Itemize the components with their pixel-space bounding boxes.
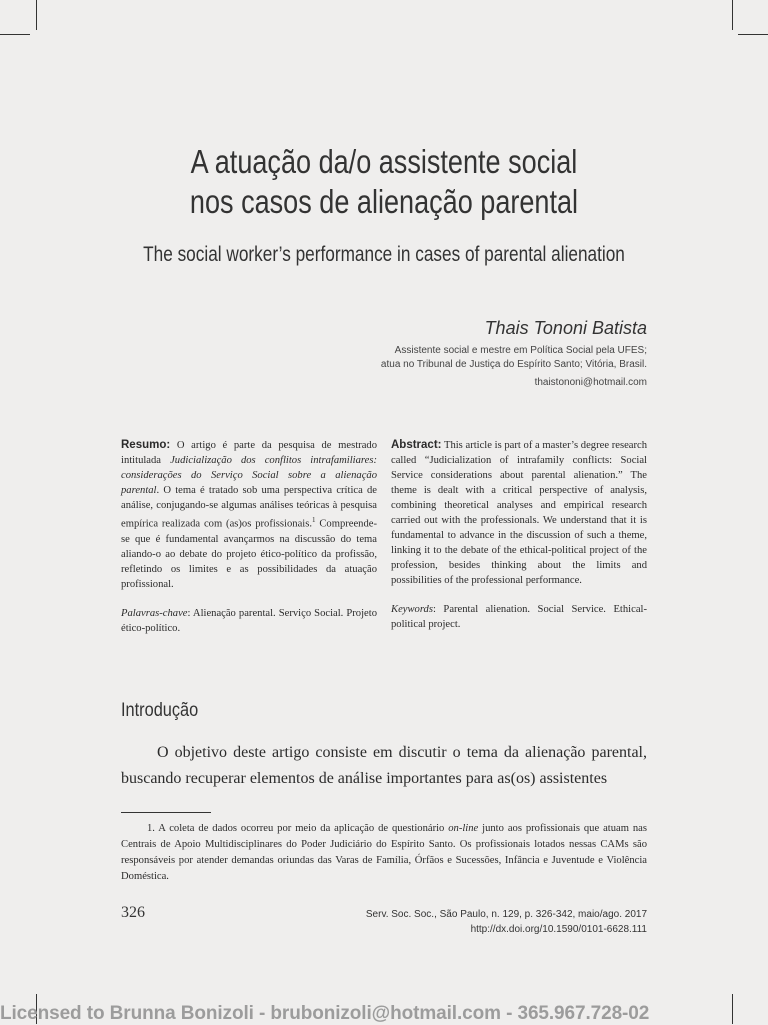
journal-doi: http://dx.doi.org/10.1590/0101-6628.111: [470, 924, 647, 935]
keywords-label: Palavras-chave: [121, 607, 188, 619]
footnote-italic: on-line: [448, 823, 479, 834]
keywords-label: Keywords: [391, 604, 433, 615]
author-email: thaistononi@hotmail.com: [534, 377, 647, 388]
title-line-2: nos casos de alienação parental: [189, 183, 579, 220]
footnote-divider: [121, 812, 211, 813]
resumo-column: [121, 438, 377, 636]
abstract-keywords: [391, 602, 647, 632]
article-subtitle: The social worker’s performance in cases of parental alienation: [143, 243, 625, 266]
footnote: [121, 821, 647, 885]
crop-mark: [0, 34, 30, 35]
resumo-heading: Resumo:: [121, 439, 171, 451]
resumo-text: . O tema é tratado sob uma perspectiva crítica de análise, conjugando-se algumas análises teóricas à pesquisa empírica realizada com (as)os profissionais.: [121, 485, 377, 530]
author-affiliation-1: Assistente social e mestre em Política Social pela UFES;: [394, 345, 647, 356]
page-number: 326: [121, 904, 145, 921]
resumo-paragraph: [121, 438, 377, 592]
body-paragraph: O objetivo deste artigo consiste em discutir o tema da alienação parental, buscando recuperar elementos de análise importantes para as(os) assistentes: [121, 744, 647, 787]
keywords-list: : Alienação parental. Serviço Social. Projeto ético-político.: [121, 607, 377, 634]
footnote-ref: 1: [312, 516, 316, 524]
article-title: [69, 142, 699, 222]
journal-citation: Serv. Soc. Soc., São Paulo, n. 129, p. 326-342, maio/ago. 2017: [365, 909, 647, 920]
crop-mark: [738, 34, 768, 35]
abstract-column: [391, 438, 647, 632]
author-affiliation-2: atua no Tribunal de Justiça do Espírito Santo; Vitória, Brasil.: [380, 359, 647, 370]
footnote-text: junto aos profissionais que atuam nas Centrais de Apoio Multidisciplinares do Poder Judiciário do Espírito Santo. Os profissionais lotados nessas CAMs são responsáveis por atender demandas oriundas das Varas de Família, Órfãos e Sucessões, Infância e Juventude e Violência Doméstica.: [121, 823, 647, 882]
resumo-text: Compreende-se que é fundamental avançarmos na discussão do tema aliando-o ao debate do projeto ético-político da profissão, refletindo os limites e as possibilidades da atuação profissional.: [121, 518, 378, 590]
crop-mark: [36, 0, 37, 30]
title-line-1: A atuação da/o assistente social: [190, 143, 578, 180]
author-name: Thais Tononi Batista: [484, 318, 647, 338]
section-heading: Introdução: [121, 700, 199, 721]
crop-mark: [732, 0, 733, 30]
resumo-italic-title: Judicialização dos conflitos intrafamiliares: considerações do Serviço Social sobre a alienação parental: [121, 455, 377, 496]
abstract-text: This article is part of a master’s degree research called “Judicialization of intrafamily conflicts: Social Service considerations about parental alienation.” The theme is dealt with a critical perspective of analysis, combining theoretical analyses and empirical research carried out with the professionals. We understand that it is fundamental to advance in the discussion of such a theme, linking it to the debate of the ethical-political project of the profession, besides thinking about the limits and possibilities of the professional performance.: [391, 440, 647, 586]
resumo-keywords: [121, 606, 377, 636]
keywords-list: : Parental alienation. Social Service. Ethical-political project.: [391, 604, 647, 630]
footnote-text: 1. A coleta de dados ocorreu por meio da aplicação de questionário: [147, 823, 449, 834]
resumo-text: O artigo é parte da pesquisa de mestrado intitulada: [121, 440, 377, 466]
license-watermark: Licensed to Brunna Bonizoli - brubonizoli@hotmail.com - 365.967.728-02: [0, 1003, 650, 1024]
abstract-paragraph: [391, 438, 647, 588]
abstract-heading: Abstract:: [391, 439, 442, 451]
